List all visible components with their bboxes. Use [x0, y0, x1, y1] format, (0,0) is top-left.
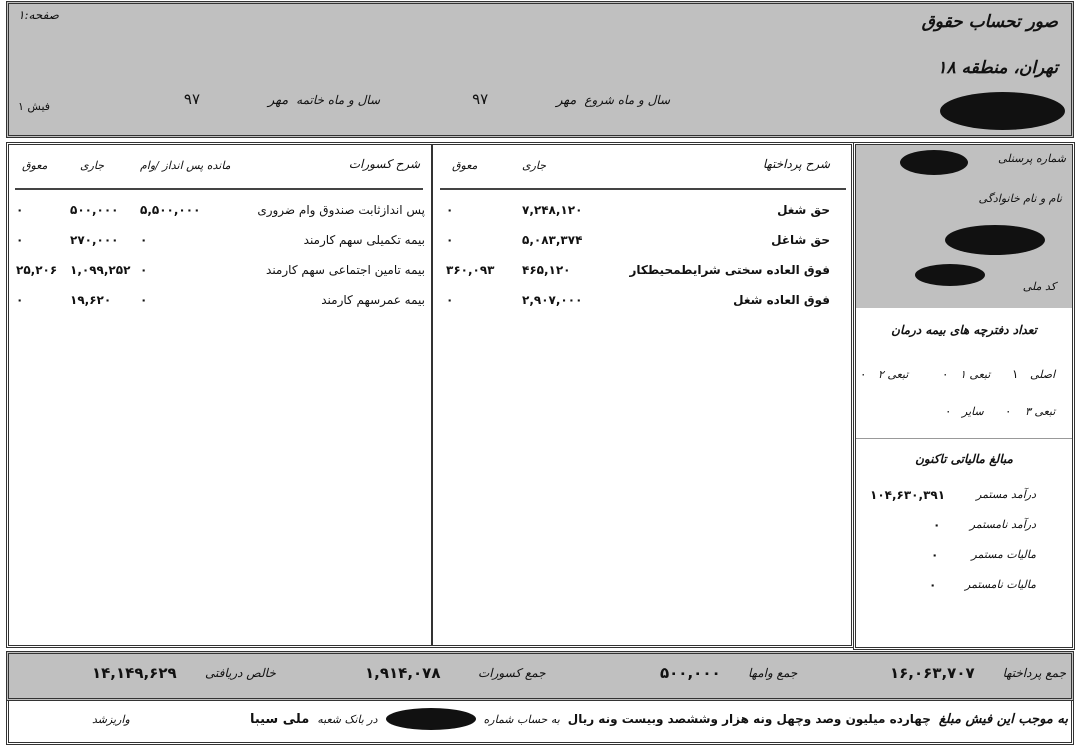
earning-desc: حق شغل	[777, 203, 830, 217]
earning-current: ۲,۹۰۷,۰۰۰	[522, 293, 583, 307]
panel-divider	[856, 438, 1072, 439]
insurance-dep3-value: ۰	[1005, 404, 1012, 418]
total-deductions-label: جمع کسورات	[478, 666, 546, 680]
start-period	[472, 90, 670, 108]
deductions-header-arrears: معوق	[22, 159, 48, 172]
redacted-national-code	[915, 264, 985, 286]
deduction-desc: بیمه تامین اجتماعی سهم کارمند	[266, 263, 425, 277]
deduction-balance: ۰	[140, 263, 148, 277]
deduction-current: ۱۹,۶۲۰	[70, 293, 112, 307]
insurance-other-label: سایر	[962, 405, 984, 418]
deduction-balance: ۵,۵۰۰,۰۰۰	[140, 203, 201, 217]
deduction-arrears: ۰	[16, 203, 24, 217]
start-month: مهر	[556, 93, 577, 108]
amount-in-words: چهارده میلیون وصد وچهل ونه هزار وششصد وبیست ونه ریال	[567, 712, 931, 726]
earnings-header-arrears: معوق	[452, 159, 478, 172]
earning-arrears: ۳۶۰,۰۹۳	[446, 263, 495, 277]
start-label: سال و ماه شروع	[584, 93, 670, 107]
redacted-account-number	[386, 708, 476, 730]
total-loans-value: ۵۰۰,۰۰۰	[660, 664, 721, 682]
tax-label: مالیات نامستمر	[965, 578, 1036, 591]
tax-label: مالیات مستمر	[971, 548, 1036, 561]
total-earnings-label: جمع پرداختها	[1002, 666, 1066, 680]
end-label: سال و ماه خاتمه	[296, 93, 380, 107]
net-pay-label: خالص دریافتی	[205, 666, 276, 680]
earnings-header-desc: شرح پرداختها	[762, 157, 830, 171]
personnel-number-label: شماره پرسنلی	[998, 152, 1066, 165]
earning-current: ۵,۰۸۳,۳۷۴	[522, 233, 583, 247]
end-year: ۹۷	[183, 90, 201, 108]
insurance-dep1-value: ۰	[942, 367, 949, 381]
statement-prefix: به موجب این فیش مبلغ	[938, 711, 1068, 727]
tax-value: ۱۰۴,۶۳۰,۳۹۱	[870, 488, 946, 502]
tax-label: درآمد نامستمر	[969, 518, 1036, 531]
tax-value: ۰	[933, 518, 941, 532]
deductions-header-current: جاری	[80, 159, 105, 172]
deduction-desc: بیمه تکمیلی سهم کارمند	[303, 233, 425, 247]
tax-value: ۰	[931, 548, 939, 562]
deduction-desc: بیمه عمرسهم کارمند	[321, 293, 425, 307]
deductions-header-desc: شرح کسورات	[348, 157, 420, 171]
slip-number: فیش ۱	[18, 100, 51, 113]
bank-label: در بانک شعبه	[317, 712, 378, 726]
earning-desc: حق شاغل	[771, 233, 830, 247]
earning-desc: فوق العاده سختی شرایطمحیطکار	[629, 263, 830, 277]
insurance-dep1-label: تبعی ۱	[960, 368, 991, 381]
tax-value: ۰	[929, 578, 937, 592]
earning-desc: فوق العاده شغل	[733, 293, 830, 307]
insurance-main-label: اصلی	[1030, 368, 1056, 381]
earning-arrears: ۰	[446, 293, 454, 307]
main-panel	[6, 142, 854, 648]
insurance-main-value: ۱	[1012, 367, 1019, 381]
deduction-arrears: ۲۵,۲۰۶	[16, 263, 58, 277]
full-name-label: نام و نام خانوادگی	[978, 192, 1062, 205]
earning-current: ۷,۲۴۸,۱۲۰	[522, 203, 583, 217]
end-month: مهر	[268, 93, 289, 108]
document-title: صور تحساب حقوق	[921, 12, 1058, 32]
deduction-current: ۱,۰۹۹,۲۵۲	[70, 263, 131, 277]
redacted-personnel-number	[900, 150, 968, 175]
tax-label: درآمد مستمر	[976, 488, 1036, 501]
deductions-header-rule	[15, 188, 423, 190]
deduction-arrears: ۰	[16, 233, 24, 247]
national-code-label: کد ملی	[1022, 280, 1056, 293]
insurance-dep2-label: تبعی ۲	[878, 368, 909, 381]
deduction-desc: پس اندازثابت صندوق وام ضروری	[257, 203, 425, 217]
net-pay-value: ۱۴,۱۴۹,۶۲۹	[92, 664, 177, 682]
redacted-company	[940, 92, 1065, 130]
page-number: صفحه:۱	[18, 8, 59, 22]
location: تهران، منطقه ۱۸	[937, 58, 1058, 78]
tax-title: مبالغ مالیاتی تاکنون	[915, 452, 1013, 466]
insurance-other-value: ۰	[945, 404, 952, 418]
deduction-arrears: ۰	[16, 293, 24, 307]
insurance-dep3-label: تبعی ۳	[1025, 405, 1056, 418]
divider	[431, 144, 433, 646]
deductions-header-balance: مانده پس انداز /وام	[140, 159, 231, 172]
deduction-balance: ۰	[140, 293, 148, 307]
earnings-header-rule	[440, 188, 846, 190]
total-loans-label: جمع وامها	[748, 666, 798, 680]
insurance-title: تعداد دفترچه های بیمه درمان	[891, 323, 1037, 337]
payment-statement	[12, 708, 1068, 730]
earning-arrears: ۰	[446, 203, 454, 217]
deduction-current: ۵۰۰,۰۰۰	[70, 203, 119, 217]
deduction-balance: ۰	[140, 233, 148, 247]
header-panel	[6, 1, 1074, 138]
redacted-name	[945, 225, 1045, 255]
earning-arrears: ۰	[446, 233, 454, 247]
start-year: ۹۷	[472, 90, 489, 108]
bank-name: ملی سیبا	[249, 711, 310, 727]
account-label: به حساب شماره	[483, 712, 560, 726]
earnings-header-current: جاری	[522, 159, 547, 172]
deposited-text: واریزشد	[92, 712, 130, 726]
insurance-dep2-value: ۰	[860, 367, 867, 381]
total-deductions-value: ۱,۹۱۴,۰۷۸	[365, 664, 441, 682]
end-period	[184, 90, 380, 108]
earning-current: ۴۶۵,۱۲۰	[522, 263, 571, 277]
total-earnings-value: ۱۶,۰۶۳,۷۰۷	[890, 664, 975, 682]
deduction-current: ۲۷۰,۰۰۰	[70, 233, 119, 247]
